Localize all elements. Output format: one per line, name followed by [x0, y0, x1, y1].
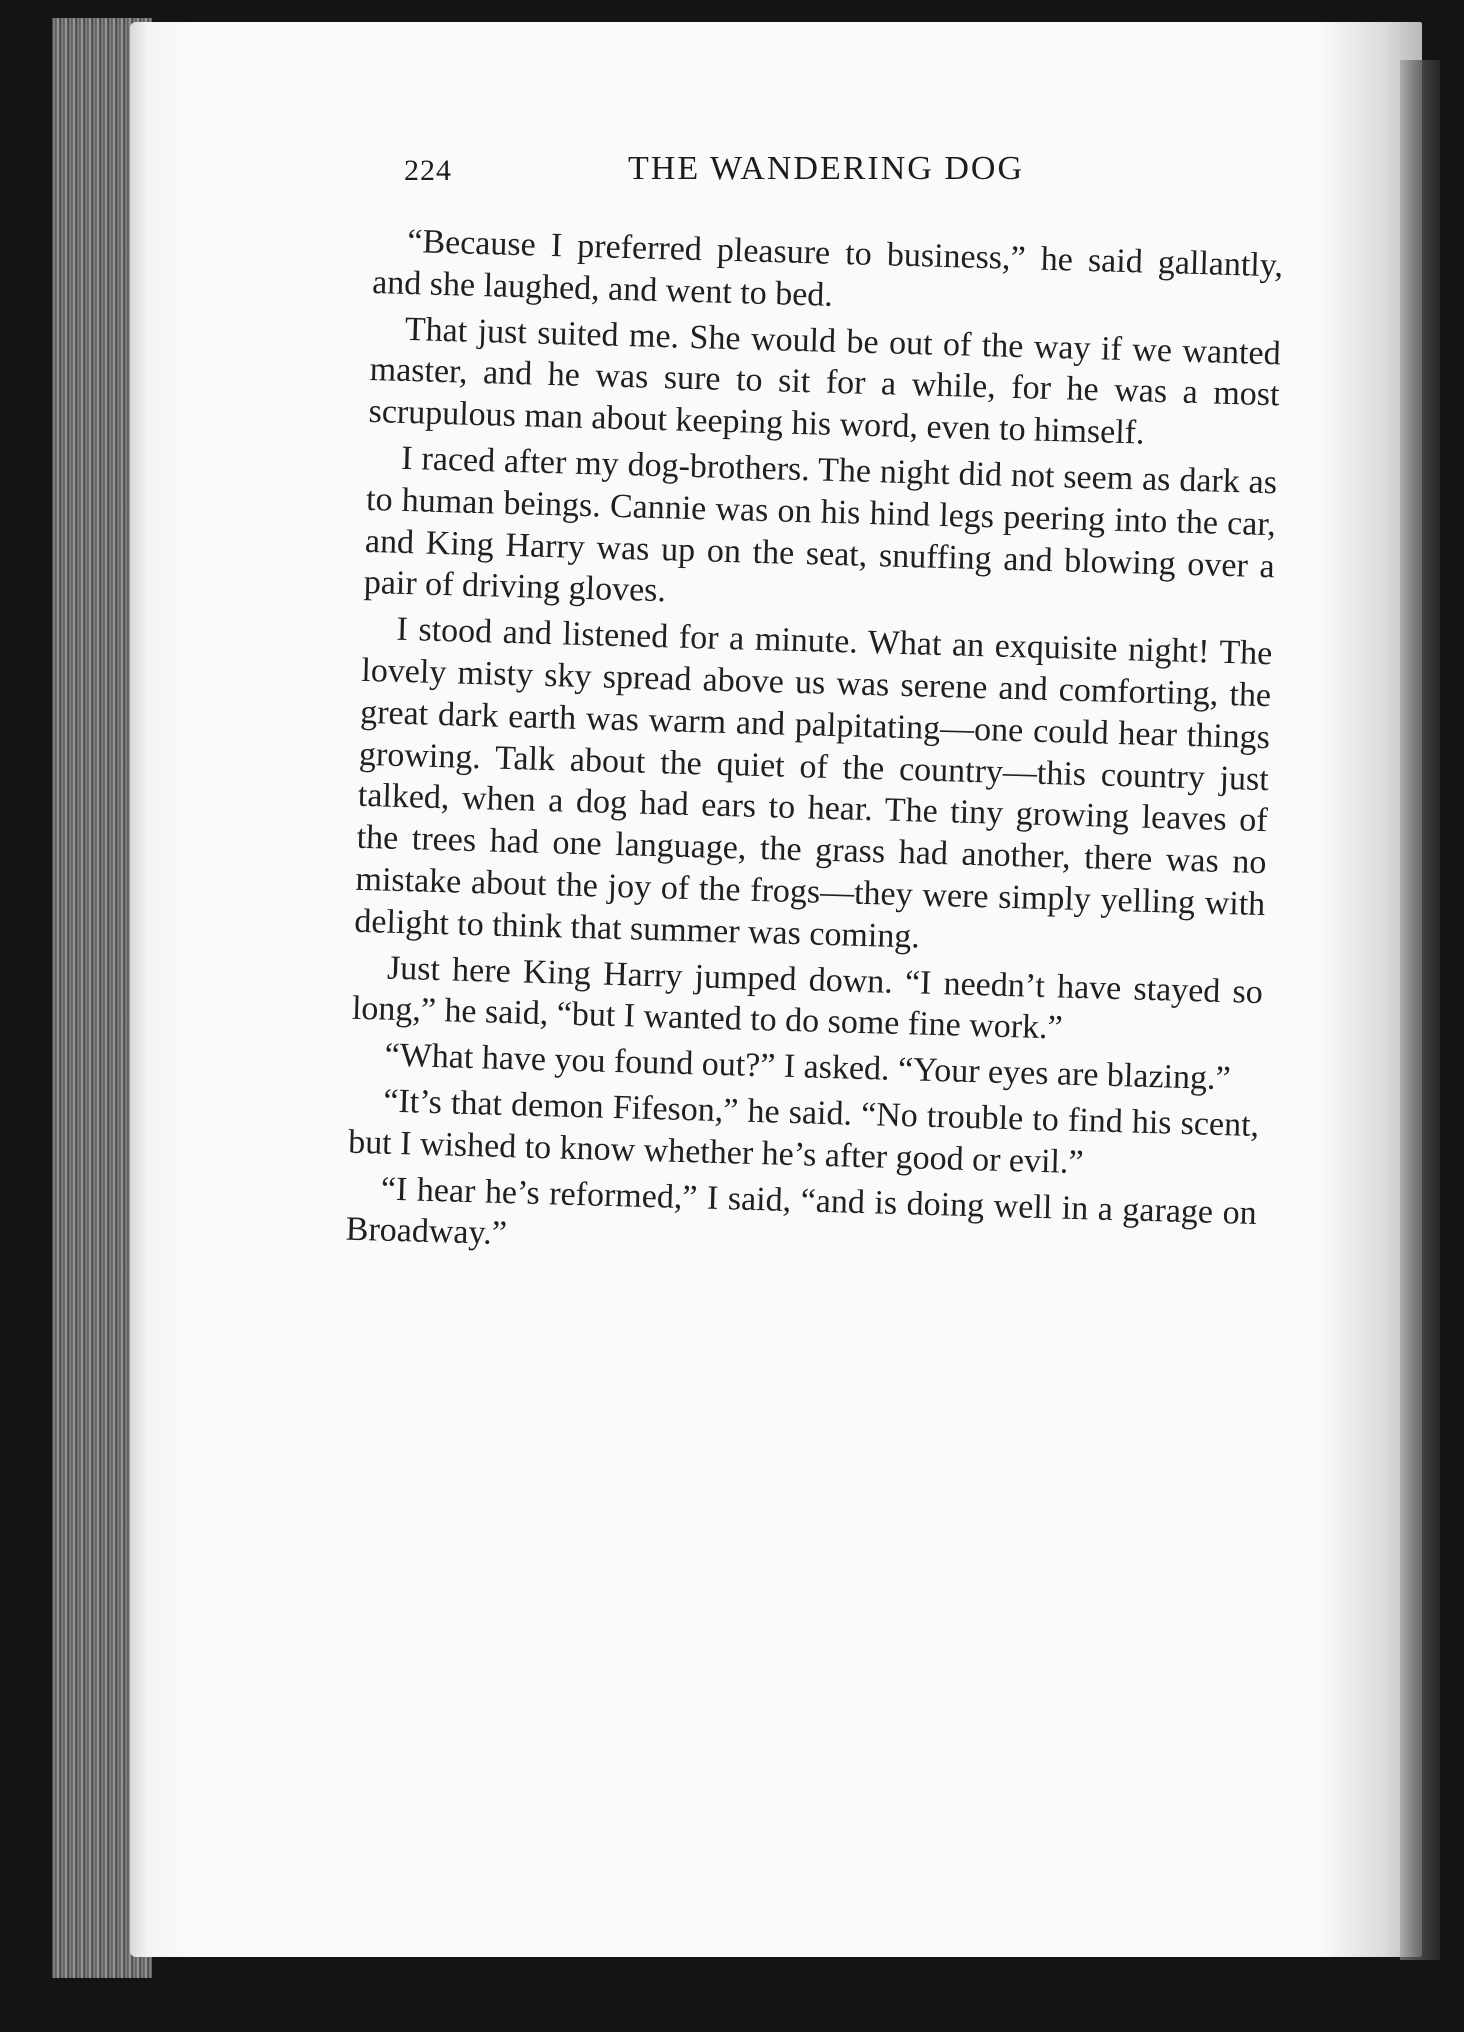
running-head: THE WANDERING DOG	[628, 150, 1024, 187]
paragraph: That just suited me. She would be out of the way if we wanted master, and he was sure to sit for a while, for he was a most scrupulous man about keeping his word, even to himself.	[368, 310, 1282, 452]
paragraph: “Because I preferred pleasure to business,” he said gallantly, and she laughed, and went to bed.	[371, 222, 1284, 314]
paragraph: I raced after my dog-brothers. The night did not seem as dark as to human beings. Cannie was on his hind legs peering into the car, and King Harry was up on the seat, snuffing and blowing over a pair of driving gloves.	[363, 439, 1278, 610]
body-text	[345, 220, 1284, 1280]
page-number: 224	[404, 154, 452, 187]
paragraph: “I hear he’s reformed,” I said, “and is doing well in a garage on Broadway.”	[345, 1170, 1258, 1253]
page-gutter-shadow	[1400, 60, 1440, 1960]
paragraph: “It’s that demon Fifeson,” he said. “No trouble to find his scent, but I wished to know whether he’s after good or evil.”	[347, 1082, 1260, 1181]
paragraph: “What have you found out?” I asked. “Your eyes are blazing.”	[384, 1036, 1232, 1098]
paragraph: Just here King Harry jumped down. “I needn’t have stayed so long,” he said, “but I wanted to do some fine work.”	[351, 949, 1264, 1047]
paragraph: I stood and listened for a minute. What an exquisite night! The lovely misty sky spread above us was serene and comforting, the great dark earth was warm and palpitating—one could hear things growing. Talk about the quiet of the country—this country just talked, when a dog had ears to hear. The tiny growing leaves of the trees had one language, the grass had another, there was no mistake about the joy of the frogs—they were simply yelling with delight to think that summer was coming.	[353, 610, 1273, 956]
page-header	[404, 150, 1074, 210]
